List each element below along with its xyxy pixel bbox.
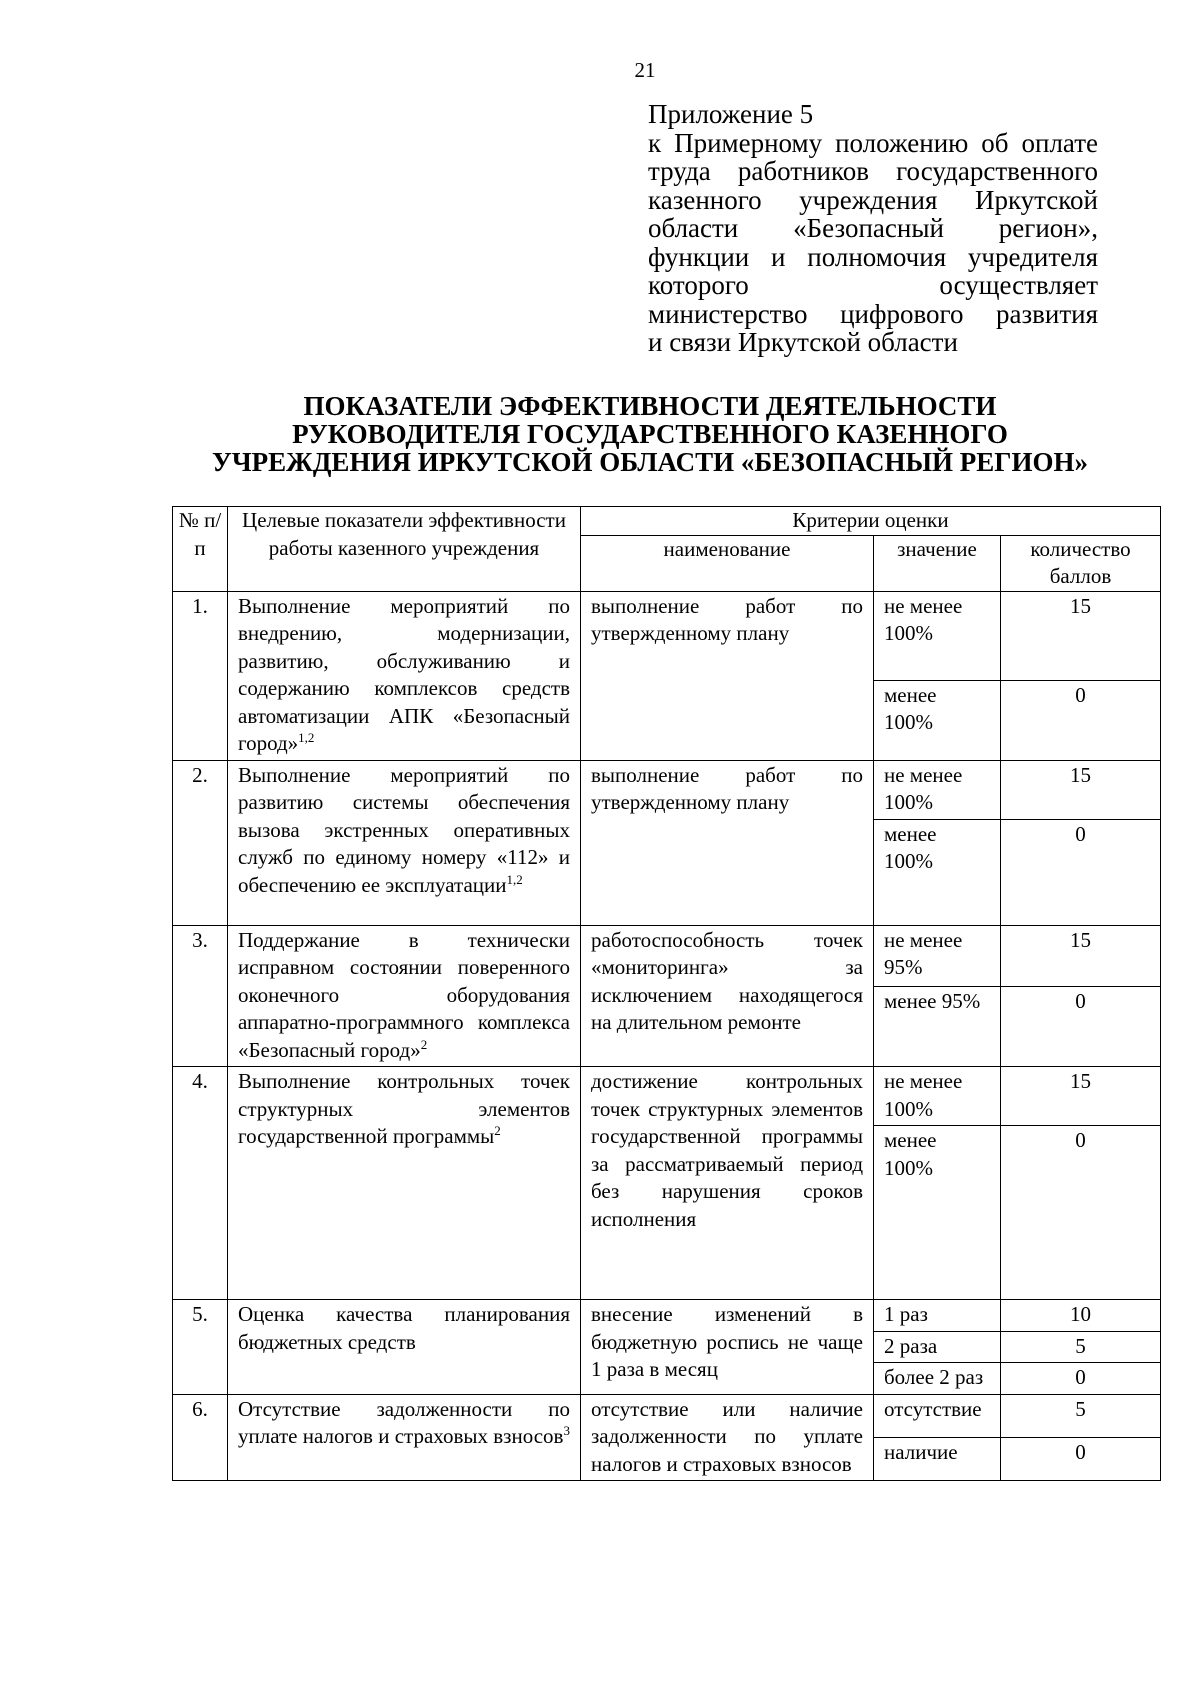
appendix-line: и связи Иркутской области xyxy=(648,327,958,357)
indicators-table xyxy=(172,506,1161,1481)
row-number: 2. xyxy=(173,760,228,925)
indicator-cell xyxy=(228,1394,581,1481)
points-cell: 0 xyxy=(1001,987,1161,1067)
table-row xyxy=(173,1067,1161,1126)
criterion-cell: выполнение работ по утвержденному плану xyxy=(581,591,874,760)
title-line: УЧРЕЖДЕНИЯ ИРКУТСКОЙ ОБЛАСТИ «БЕЗОПАСНЫЙ РЕГИОН» xyxy=(212,447,1088,477)
table-row xyxy=(173,1394,1161,1437)
criterion-cell: работоспособность точек «мониторинга» за исключением находящегося на длительном ремонте xyxy=(581,925,874,1067)
points-cell: 5 xyxy=(1001,1331,1161,1363)
indicator-cell xyxy=(228,1300,581,1395)
value-cell: не менее 100% xyxy=(874,760,1001,819)
points-cell: 15 xyxy=(1001,925,1161,987)
table-row xyxy=(173,591,1161,680)
indicator-text: Отсутствие задолженности по уплате налогов и страховых взносов xyxy=(238,1396,570,1448)
row-number: 3. xyxy=(173,925,228,1067)
indicator-text: Выполнение контрольных точек структурных элементов государственной программы xyxy=(238,1069,570,1148)
row-number: 5. xyxy=(173,1300,228,1395)
value-cell: 2 раза xyxy=(874,1331,1001,1363)
row-number: 1. xyxy=(173,591,228,760)
document-title xyxy=(100,392,1200,476)
criterion-cell: достижение контрольных точек структурных элементов государственной программы за рассматриваемый период без нарушения сроков исполнения xyxy=(581,1067,874,1300)
appendix-line: области «Безопасный регион», xyxy=(648,213,1098,243)
footnote-ref: 1,2 xyxy=(298,730,315,745)
indicator-text: Выполнение мероприятий по внедрению, модернизации, развитию, обслуживанию и содержанию комплексов средств автоматизации АПК «Безопасный город» xyxy=(238,593,570,755)
points-cell: 0 xyxy=(1001,1437,1161,1480)
value-cell: наличие xyxy=(874,1437,1001,1480)
criterion-cell: выполнение работ по утвержденному плану xyxy=(581,760,874,925)
indicator-cell xyxy=(228,1067,581,1300)
appendix-line: которого осуществляет xyxy=(648,270,1098,300)
appendix-line: казенного учреждения Иркутской xyxy=(648,184,1098,215)
indicator-text: Оценка качества планирования бюджетных средств xyxy=(238,1302,570,1354)
criterion-cell: отсутствие или наличие задолженности по уплате налогов и страховых взносов xyxy=(581,1394,874,1481)
header-indicators: Целевые показатели эффективности работы казенного учреждения xyxy=(228,507,581,592)
table-row xyxy=(173,760,1161,819)
value-cell: не менее 100% xyxy=(874,591,1001,680)
value-cell: отсутствие xyxy=(874,1394,1001,1437)
value-cell: менее 95% xyxy=(874,987,1001,1067)
page-number: 21 xyxy=(634,58,656,82)
footnote-ref: 1,2 xyxy=(506,871,523,887)
title-line: ПОКАЗАТЕЛИ ЭФФЕКТИВНОСТИ ДЕЯТЕЛЬНОСТИ xyxy=(303,391,997,421)
table-header-row xyxy=(173,507,1161,536)
value-cell: не менее 95% xyxy=(874,925,1001,987)
indicator-cell xyxy=(228,925,581,1067)
table-body xyxy=(173,591,1161,1481)
header-value: значение xyxy=(874,535,1001,591)
indicator-cell xyxy=(228,760,581,925)
points-cell: 5 xyxy=(1001,1394,1161,1437)
value-cell: не менее 100% xyxy=(874,1067,1001,1126)
criterion-cell: внесение изменений в бюджетную роспись не чаще 1 раза в месяц xyxy=(581,1300,874,1395)
appendix-line: к Примерному положению об оплате xyxy=(648,127,1098,158)
header-criteria: Критерии оценки xyxy=(581,507,1161,536)
value-cell: менее 100% xyxy=(874,680,1001,760)
value-cell: менее 100% xyxy=(874,819,1001,925)
points-cell: 15 xyxy=(1001,760,1161,819)
header-points: количество баллов xyxy=(1001,535,1161,591)
footnote-ref: 2 xyxy=(494,1123,501,1138)
points-cell: 0 xyxy=(1001,1126,1161,1300)
value-cell: менее 100% xyxy=(874,1126,1001,1300)
indicator-text: Поддержание в технически исправном состоянии поверенного оконечного оборудования аппаратно-программного комплекса «Безопасный город» xyxy=(238,927,570,1062)
appendix-line: труда работников государственного xyxy=(648,156,1098,186)
header-num: № п/п xyxy=(173,507,228,592)
points-cell: 0 xyxy=(1001,1363,1161,1395)
header-name: наименование xyxy=(581,535,874,591)
row-number: 6. xyxy=(173,1394,228,1481)
indicator-cell xyxy=(228,591,581,760)
appendix-line: министерство цифрового развития xyxy=(648,298,1098,329)
table-row xyxy=(173,925,1161,987)
value-cell: 1 раз xyxy=(874,1300,1001,1332)
points-cell: 0 xyxy=(1001,680,1161,760)
footnote-ref: 2 xyxy=(420,1036,428,1052)
points-cell: 15 xyxy=(1001,1067,1161,1126)
table-row xyxy=(173,1300,1161,1332)
points-cell: 0 xyxy=(1001,819,1161,925)
row-number: 4. xyxy=(173,1067,228,1300)
value-cell: более 2 раз xyxy=(874,1363,1001,1395)
points-cell: 10 xyxy=(1001,1300,1161,1332)
appendix-line: Приложение 5 xyxy=(648,99,814,129)
appendix-line: функции и полномочия учредителя xyxy=(648,241,1098,272)
footnote-ref: 3 xyxy=(563,1423,570,1438)
title-line: РУКОВОДИТЕЛЯ ГОСУДАРСТВЕННОГО КАЗЕННОГО xyxy=(292,419,1008,449)
appendix-note xyxy=(648,100,1098,357)
points-cell: 15 xyxy=(1001,591,1161,680)
indicator-text: Выполнение мероприятий по развитию системы обеспечения вызова экстренных оперативных служб по единому номеру «112» и обеспечению ее эксплуатации xyxy=(238,762,570,897)
